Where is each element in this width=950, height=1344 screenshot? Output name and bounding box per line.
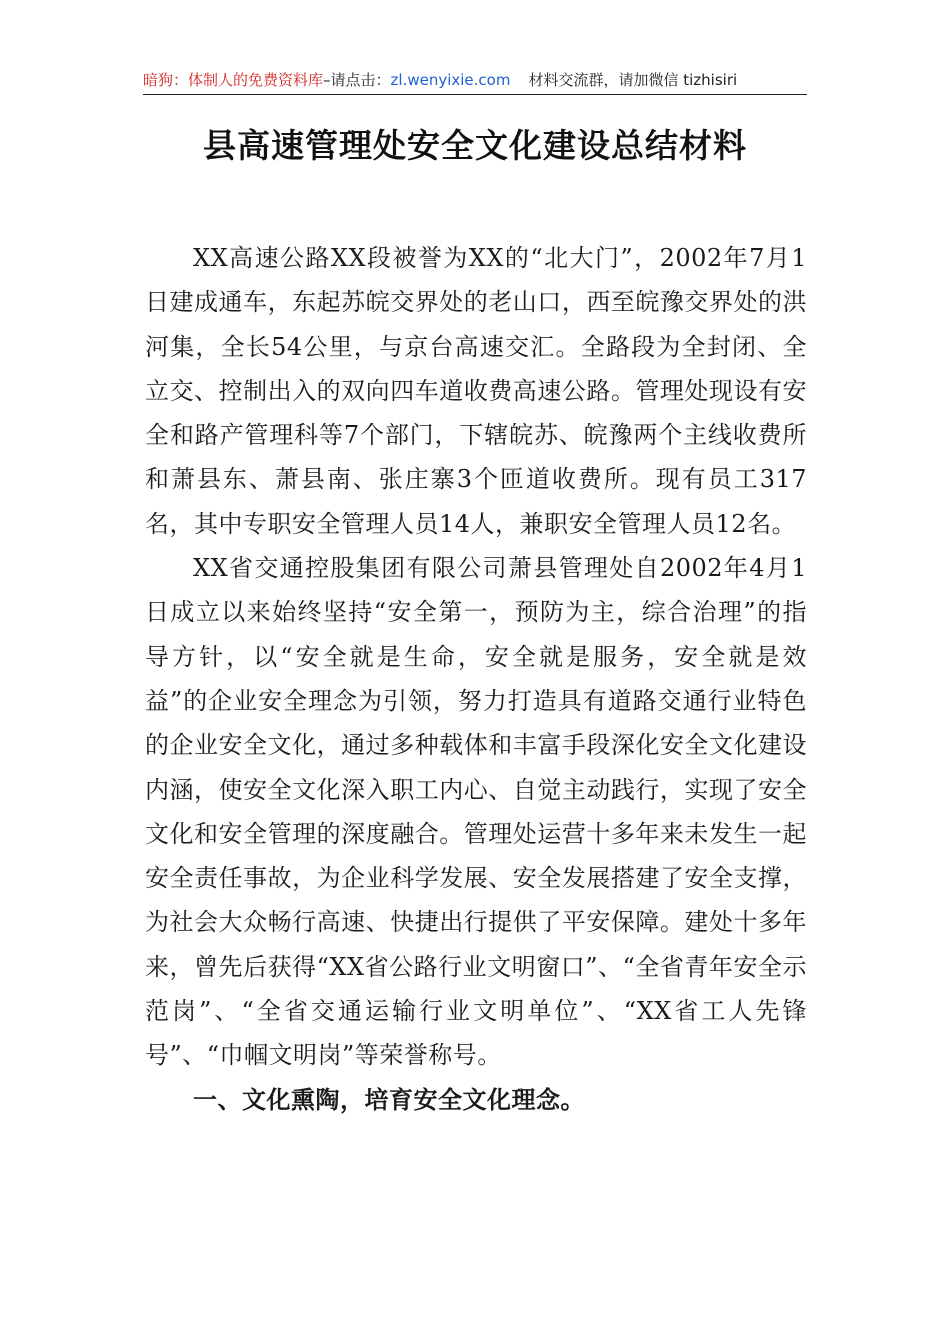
- section-heading: 一、文化熏陶，培育安全文化理念。: [193, 1085, 585, 1114]
- header-click-prompt: –请点击：: [323, 71, 391, 89]
- document-title: 县高速管理处安全文化建设总结材料: [203, 126, 747, 165]
- header-website-link[interactable]: zl.wenyixie.com: [390, 71, 511, 89]
- paragraph-safety-policy: XX省交通控股集团有限公司萧县管理处自2002年4月1日成立以来始终坚持“安全第一，预防为主，综合治理”的指导方针，以“安全就是生命，安全就是服务，安全就是效益”的企业安全理念为引领，努力打造具有道路交通行业特色的企业安全文化，通过多种载体和丰富手段深化安全文化建设内涵，使安全文化深入职工内心、自觉主动践行，实现了安全文化和安全管理的深度融合。管理处运营十多年来未发生一起安全责任事故，为企业科学发展、安全发展搭建了安全支撑，为社会大众畅行高速、快捷出行提供了平安保障。建处十多年来，曾先后获得“XX省公路行业文明窗口”、“全省青年安全示范岗”、“全省交通运输行业文明单位”、“XX省工人先锋号”、“巾帼文明岗”等荣誉称号。: [145, 554, 807, 1070]
- header-promo-text: 暗狗：体制人的免费资料库: [143, 71, 324, 89]
- paragraph-intro: XX高速公路XX段被誉为XX的“北大门”，2002年7月1日建成通车，东起苏皖交界处的老山口，西至皖豫交界处的洪河集，全长54公里，与京台高速交汇。全路段为全封闭、全立交、控制出入的双向四车道收费高速公路。管理处现设有安全和路产管理科等7个部门，下辖皖苏、皖豫两个主线收费所和萧县东、萧县南、张庄寨3个匝道收费所。现有员工317名，其中专职安全管理人员14人，兼职安全管理人员12名。: [145, 244, 807, 538]
- document-body: [145, 236, 807, 1122]
- page-header: [143, 66, 807, 95]
- header-group-text: 材料交流群，请加微信 tizhisiri: [528, 71, 738, 89]
